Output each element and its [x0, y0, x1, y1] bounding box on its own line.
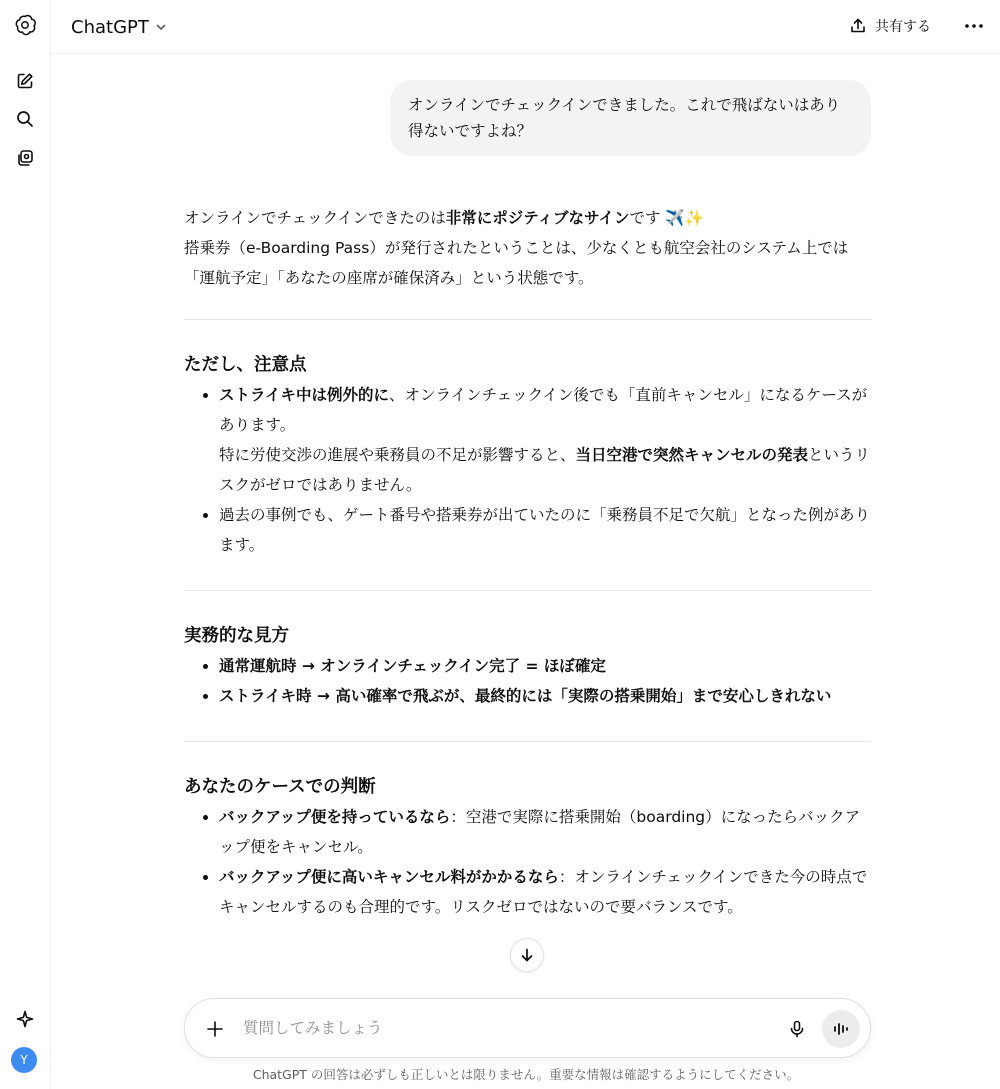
search-icon[interactable]	[8, 102, 42, 136]
sparkle-icon[interactable]	[8, 1002, 42, 1036]
share-icon	[849, 17, 867, 35]
judgement-list	[184, 802, 874, 922]
caution-list	[184, 380, 874, 560]
top-header	[51, 0, 1000, 54]
arrow-down-icon	[519, 947, 535, 963]
list-item: • バックアップ便を持っているなら：空港で実際に搭乗開始（boarding）になったらバックアップ便をキャンセル。	[219, 802, 874, 862]
dictate-button[interactable]	[783, 1015, 811, 1043]
answer-intro-line-2: 搭乗券（e-Boarding Pass）が発行されたということは、少なくとも航空会社のシステム上では「運航予定」「あなたの座席が確保済み」という状態です。	[184, 239, 849, 287]
list-item: • ストライキ中は例外的に、オンラインチェックイン後でも「直前キャンセル」になるケースがあります。 特に労使交渉の進展や乗務員の不足が影響すると、当日空港で突然キャンセルの発表というリスクがゼロではありません。	[219, 380, 874, 500]
model-switcher[interactable]	[63, 10, 175, 44]
section-heading-practical: 実務的な見方	[184, 626, 289, 646]
new-chat-icon[interactable]	[8, 64, 42, 98]
section-heading-caution: ただし、注意点	[184, 355, 307, 375]
list-item: • 通常運航時 → オンラインチェックイン完了 = ほぼ確定	[219, 651, 874, 681]
share-button[interactable]	[849, 10, 931, 42]
user-avatar[interactable]: Y	[11, 1047, 37, 1073]
sidebar	[0, 0, 51, 1089]
list-item: • バックアップ便に高いキャンセル料がかかるなら：オンラインチェックインできた今の時点でキャンセルするのも合理的です。リスクゼロではないので要バランスです。	[219, 862, 874, 922]
practical-list	[184, 651, 874, 711]
disclaimer-text: ChatGPT の回答は必ずしも正しいとは限りません。重要な情報は確認するようにしてください。	[252, 1067, 800, 1082]
prompt-input[interactable]	[241, 1013, 761, 1043]
model-name: ChatGPT	[71, 16, 149, 38]
list-item: • 過去の事例でも、ゲート番号や搭乗券が出ていたのに「乗務員不足で欠航」となった例があります。	[219, 500, 874, 560]
more-options-icon[interactable]	[959, 11, 989, 41]
answer-intro-line-1: オンラインでチェックインできたのは非常にポジティブなサインです ✈️✨	[184, 209, 705, 227]
list-item: • ストライキ時 → 高い確率で飛ぶが、最終的には「実際の搭乗開始」まで安心しきれない	[219, 681, 874, 711]
add-attachment-button[interactable]	[201, 1015, 229, 1043]
voice-mode-button[interactable]	[822, 1010, 860, 1048]
composer	[184, 998, 871, 1058]
voice-waveform-icon	[832, 1021, 850, 1037]
share-label: 共有する	[875, 19, 931, 35]
chevron-down-icon	[155, 21, 167, 33]
microphone-icon	[788, 1020, 806, 1038]
plus-icon	[206, 1020, 224, 1038]
section-heading-judgement: あなたのケースでの判断	[184, 777, 376, 797]
user-message-bubble: オンラインでチェックインできました。これで飛ばないはあり得ないですよね？	[390, 80, 871, 156]
assistant-message	[184, 203, 874, 922]
openai-logo-icon[interactable]	[8, 8, 42, 42]
library-icon[interactable]	[8, 141, 42, 175]
scroll-to-bottom-button[interactable]	[510, 938, 544, 972]
